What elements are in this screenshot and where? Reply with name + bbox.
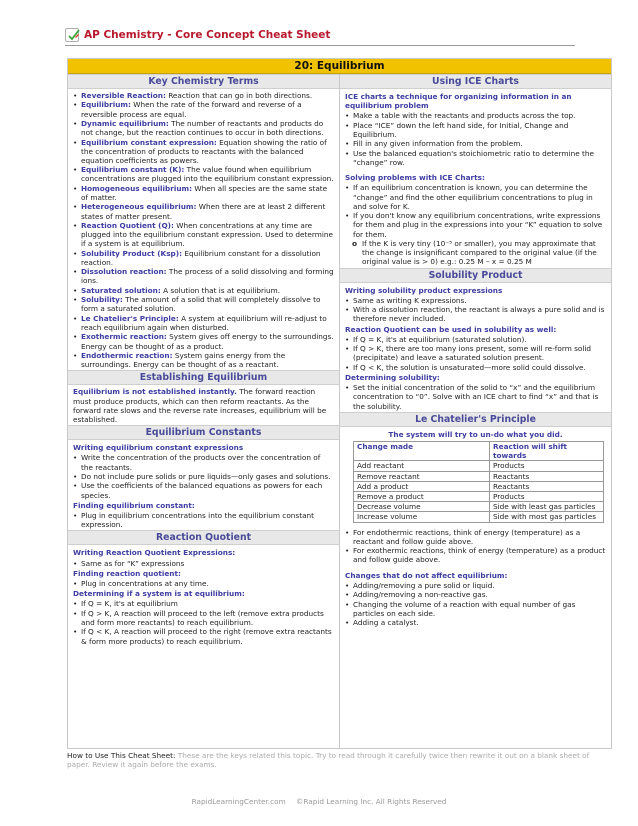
- table-row: [354, 481, 604, 491]
- ice-solving-list: [345, 183, 606, 266]
- table-row: [354, 512, 604, 522]
- quotient-finding-head: Finding reaction quotient:: [73, 568, 181, 578]
- list-item: • Adding/removing a pure solid or liquid.: [345, 581, 606, 590]
- key-term-definition: System gains energy from the surroundings. Energy can be thought of as a reactant.: [81, 350, 286, 370]
- list-item: • Plug in equilibrium concentrations into the equilibrium constant expression.: [73, 511, 334, 529]
- quotient-block: [68, 545, 339, 646]
- constants-writing-head: Writing equilibrium constant expressions: [73, 443, 244, 453]
- footer-copyright: ©Rapid Learning Inc. All Rights Reserved: [296, 797, 447, 806]
- establishing-heading: Establishing Equilibrium: [68, 370, 339, 385]
- table-row: [354, 492, 604, 502]
- solubility-determine-list: [345, 383, 606, 411]
- how-to-text: These are the keys related this topic. Try to read through it carefully twice then rewrite it out on a blank sheet of paper. Review it again before the exams.: [67, 751, 590, 770]
- key-term-item: [73, 267, 334, 285]
- table-cell: Remove reactant: [354, 471, 490, 481]
- table-cell: Reactants: [490, 471, 604, 481]
- ice-solving-head: Solving problems with ICE Charts:: [345, 173, 485, 183]
- key-term: Endothermic reaction:: [81, 350, 173, 360]
- solubility-heading: Solubility Product: [340, 268, 611, 283]
- checkbox-pencil-icon: [65, 28, 79, 42]
- key-term-definition: When there are at least 2 different states of matter present.: [81, 202, 326, 221]
- key-term: Le Chatelier's Principle:: [81, 313, 179, 323]
- key-term: Dynamic equilibrium:: [81, 118, 169, 128]
- constants-heading: Equilibrium Constants: [68, 425, 339, 440]
- key-terms-block: [68, 89, 339, 370]
- key-term-item: [73, 249, 334, 267]
- table-cell: Side with least gas particles: [490, 502, 604, 512]
- lechatelier-block: [340, 427, 611, 629]
- no-effect-list: [345, 581, 606, 628]
- quotient-writing-list: [73, 559, 334, 568]
- list-item: • Changing the volume of a reaction with equal number of gas particles on each side.: [345, 600, 606, 618]
- ice-block: [340, 89, 611, 268]
- quotient-determine-head: Determining if a system is at equilibrium:: [73, 589, 245, 599]
- solubility-writing-list: [345, 296, 606, 324]
- how-to-note: [67, 751, 612, 770]
- key-term-definition: When concentrations at any time are plugged into the equilibrium constant expression. Used to determine if a system is at equilibrium.: [81, 220, 333, 249]
- table-cell: Add a product: [354, 481, 490, 491]
- solubility-quotient-head: Reaction Quotient can be used in solubility as well:: [345, 324, 557, 334]
- key-term: Equilibrium constant expression:: [81, 137, 217, 147]
- list-item: • Adding/removing a non-reactive gas.: [345, 590, 606, 599]
- key-term-definition: A solution that is at equilibrium.: [160, 285, 281, 295]
- quotient-writing-head: Writing Reaction Quotient Expressions:: [73, 548, 236, 558]
- list-sub-item: o If the K is very tiny (10⁻⁵ or smaller), you may approximate that the change is insignificant compared to the original value (if the original value is > 0) e.g.: 0.25 M – x = 0.25 M: [345, 239, 606, 267]
- key-term-item: [73, 314, 334, 332]
- table-cell: Decrease volume: [354, 502, 490, 512]
- list-item: • If Q < K, A reaction will proceed to the right (remove extra reactants & form more products) to reach equilibrium.: [73, 627, 334, 645]
- table-cell: Products: [490, 461, 604, 471]
- establishing-block: [68, 385, 339, 425]
- key-term-definition: Equilibrium constant for a dissolution reaction.: [81, 248, 321, 267]
- key-term-definition: The value found when equilibrium concentrations are plugged into the equilibrium constant expression.: [81, 165, 334, 184]
- key-term-item: [73, 202, 334, 220]
- solubility-block: [340, 283, 611, 412]
- list-item: • With a dissolution reaction, the reactant is always a pure solid and is therefore never included.: [345, 305, 606, 323]
- solubility-quotient-list: [345, 335, 606, 372]
- ice-intro: ICE charts a technique for organizing information in an equilibrium problem: [345, 92, 572, 111]
- list-item: • For endothermic reactions, think of energy (temperature) as a reactant and follow guide above.: [345, 528, 606, 546]
- section-title: 20: Equilibrium: [68, 59, 611, 74]
- establishing-lead: Equilibrium is not established instantly.: [73, 387, 237, 397]
- how-to-label: How to Use This Cheat Sheet:: [67, 751, 176, 760]
- key-term-item: [73, 332, 334, 350]
- key-term-item: [73, 119, 334, 137]
- key-terms-list: [73, 91, 334, 369]
- key-term-item: [73, 351, 334, 369]
- list-item: • For exothermic reactions, think of energy (temperature) as a product and follow guide above.: [345, 546, 606, 564]
- solubility-determine-head: Determining solubility:: [345, 372, 440, 382]
- table-cell: Reactants: [490, 481, 604, 491]
- document-title: AP Chemistry - Core Concept Cheat Sheet: [84, 29, 331, 41]
- list-item: • Do not include pure solids or pure liquids—only gases and solutions.: [73, 472, 334, 481]
- key-term-item: [73, 100, 334, 118]
- key-term: Dissolution reaction:: [81, 267, 167, 277]
- table-cell: Remove a product: [354, 492, 490, 502]
- key-term-item: [73, 286, 334, 295]
- table-header-cell: Reaction will shift towards: [490, 442, 604, 461]
- table-row: [354, 502, 604, 512]
- list-item: • If Q = K, it's at equilibrium: [73, 599, 334, 608]
- key-term-item: [73, 138, 334, 166]
- key-terms-heading: Key Chemistry Terms: [68, 74, 339, 89]
- key-term-definition: The amount of a solid that will completely dissolve to form a saturated solution.: [81, 295, 321, 314]
- key-term: Reversible Reaction:: [81, 91, 166, 100]
- list-item: • Make a table with the reactants and products across the top.: [345, 111, 606, 120]
- list-item: • Adding a catalyst.: [345, 618, 606, 627]
- key-term-definition: The number of reactants and products do not change, but the reaction continues to occur in both directions.: [81, 118, 324, 138]
- list-item: • If Q = K, it's at equilibrium (saturated solution).: [345, 335, 606, 344]
- key-term-definition: When the rate of the forward and reverse of a reversible process are equal.: [81, 100, 302, 119]
- quotient-finding-list: [73, 579, 334, 588]
- key-term-definition: Reaction that can go in both directions.: [165, 91, 313, 100]
- key-term: Heterogeneous equilibrium:: [81, 202, 197, 212]
- list-item: • Write the concentration of the products over the concentration of the reactants.: [73, 453, 334, 471]
- key-term-definition: A system at equilibrium will re-adjust to reach equilibrium again when disturbed.: [81, 313, 327, 332]
- list-item: • Place “ICE” down the left hand side, for Initial, Change and Equilibrium.: [345, 121, 606, 139]
- key-term-definition: System gives off energy to the surroundings. Energy can be thought of as a product.: [81, 332, 334, 351]
- table-row: [354, 461, 604, 471]
- key-term-item: [73, 295, 334, 313]
- list-item: • Fill in any given information from the problem.: [345, 139, 606, 148]
- constants-finding-list: [73, 511, 334, 529]
- lechatelier-heading: Le Chatelier's Principle: [340, 412, 611, 427]
- list-item: • Plug in concentrations at any time.: [73, 579, 334, 588]
- constants-finding-head: Finding equilibrium constant:: [73, 500, 195, 510]
- key-term: Equilibrium constant (K):: [81, 165, 185, 175]
- list-item: • If you don't know any equilibrium concentrations, write expressions for them and plug in the expressions into your “K” equation to solve for them.: [345, 211, 606, 239]
- list-item: • Same as writing K expressions.: [345, 296, 606, 305]
- left-column: [68, 74, 340, 749]
- ice-heading: Using ICE Charts: [340, 74, 611, 89]
- equilibrium-section: [67, 58, 612, 749]
- list-item: • If Q < K, the solution is unsaturated—more solid could dissolve.: [345, 363, 606, 372]
- key-term: Equilibrium:: [81, 100, 131, 110]
- no-effect-head: Changes that do not affect equilibrium:: [345, 570, 508, 580]
- key-term: Solubility:: [81, 295, 123, 305]
- list-item: • Same as for “K” expressions: [73, 559, 334, 568]
- lechatelier-table: [353, 441, 604, 523]
- key-term: Reaction Quotient (Q):: [81, 220, 174, 230]
- list-item: • If Q > K, A reaction will proceed to the left (remove extra products and form more reactants) to reach equilibrium.: [73, 609, 334, 627]
- ice-steps-list: [345, 111, 606, 167]
- key-term: Saturated solution:: [81, 285, 161, 295]
- page-header: [65, 26, 575, 46]
- key-term: Homogeneous equilibrium:: [81, 183, 193, 193]
- key-term-definition: Equation showing the ratio of the concentration of products to reactants with the balanced equation coefficients as powers.: [81, 137, 327, 165]
- solubility-writing-head: Writing solubility product expressions: [345, 285, 503, 295]
- establishing-text: The forward reaction must produce products, which can then reform reactants. As the forward rate slows and the reverse rate increases, equilibrium will be established.: [73, 387, 327, 424]
- key-term: Exothermic reaction:: [81, 332, 167, 342]
- table-row: [354, 471, 604, 481]
- list-item: • If an equilibrium concentration is known, you can determine the “change” and find the other equilibrium concentrations to plug in and solve for K.: [345, 183, 606, 211]
- table-cell: Side with most gas particles: [490, 512, 604, 522]
- lechatelier-tagline: The system will try to un-do what you did.: [388, 429, 563, 439]
- table-cell: Increase volume: [354, 512, 490, 522]
- list-item: • Use the balanced equation's stoichiometric ratio to determine the “change” row.: [345, 149, 606, 167]
- key-term: Solubility Product (Ksp):: [81, 248, 183, 258]
- page-footer: [0, 797, 638, 806]
- list-item: • Use the coefficients of the balanced equations as powers for each species.: [73, 481, 334, 499]
- right-column: [340, 74, 611, 749]
- key-term-definition: The process of a solid dissolving and forming ions.: [81, 267, 334, 286]
- lechatelier-energy-list: [345, 528, 606, 565]
- key-term-definition: When all species are the same state of matter.: [81, 183, 328, 202]
- constants-writing-list: [73, 453, 334, 499]
- quotient-determine-list: [73, 599, 334, 645]
- footer-site: RapidLearningCenter.com: [191, 797, 286, 806]
- table-header-cell: Change made: [354, 442, 490, 461]
- list-item: • If Q > K, there are too many ions present, some will re-form solid (precipitate) and leave a saturated solution present.: [345, 344, 606, 362]
- constants-block: [68, 440, 339, 530]
- key-term-item: [73, 91, 334, 100]
- list-item: • Set the initial concentration of the solid to “x” and the equilibrium concentration to “0”. Solve with an ICE chart to find “x” and that is the solubility.: [345, 383, 606, 411]
- key-term-item: [73, 165, 334, 183]
- quotient-heading: Reaction Quotient: [68, 530, 339, 545]
- key-term-item: [73, 184, 334, 202]
- table-cell: Products: [490, 492, 604, 502]
- table-cell: Add reactant: [354, 461, 490, 471]
- key-term-item: [73, 221, 334, 249]
